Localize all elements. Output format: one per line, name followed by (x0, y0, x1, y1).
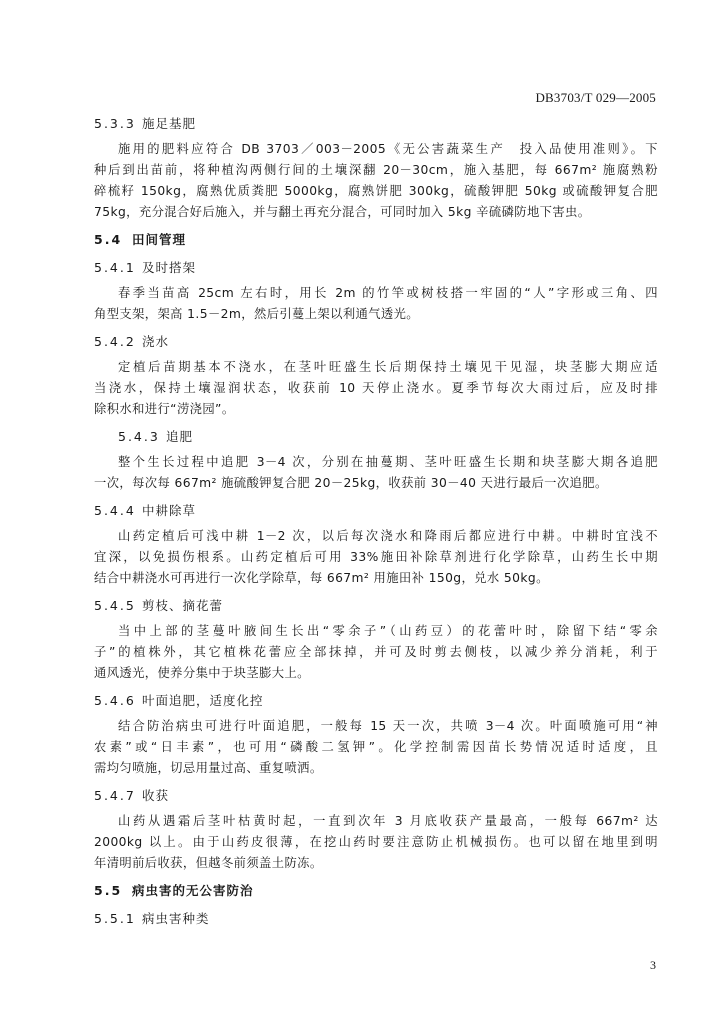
paragraph-line: 除积水和进行“涝浇园”。 (94, 402, 235, 416)
paragraph-line: 当中上部的茎蔓叶腋间生长出“零余子”（山药豆）的花蕾叶时，除留下结“零余 (118, 624, 658, 638)
paragraph-line: 一次，每次每 667m² 施硫酸钾复合肥 20－25kg，收获前 30－40 天进行最后一次追肥。 (94, 476, 608, 490)
paragraph-line: 2000kg 以上。由于山药皮很薄，在挖山药时要注意防止机械损伤。也可以留在地里到明 (94, 835, 658, 849)
page-number: 3 (650, 958, 656, 972)
section-heading (94, 877, 658, 905)
heading-number: 5.4.7 (94, 788, 136, 803)
paragraph-line: 通风透光，使养分集中于块茎膨大上。 (94, 666, 310, 680)
paragraph-line: 山药从遇霜后茎叶枯黄时起，一直到次年 3 月底收获产量最高，一般每 667m² 达 (118, 814, 658, 828)
heading-number: 5.5 (94, 883, 123, 898)
subsection-heading (94, 110, 658, 138)
paragraph-line: 农素”或“日丰素”，也可用“磷酸二氢钾”。化学控制需因苗长势情况适时适度，且 (94, 740, 658, 754)
heading-number: 5.5.1 (94, 911, 136, 926)
paragraph (94, 811, 658, 874)
heading-number: 5.4.1 (94, 260, 136, 275)
heading-title: 追肥 (166, 429, 194, 444)
paragraph-line: 年清明前后收获，但越冬前须盖土防冻。 (94, 856, 323, 870)
heading-number: 5.4.6 (94, 693, 136, 708)
heading-title: 病虫害种类 (142, 911, 210, 926)
subsection-heading (94, 782, 658, 810)
heading-title: 病虫害的无公害防治 (132, 883, 254, 898)
heading-number: 5.4.2 (94, 334, 136, 349)
paragraph (94, 716, 658, 779)
paragraph-line: 75kg，充分混合好后施入，并与翻土再充分混合，可同时加入 5kg 辛硫磷防地下害虫。 (94, 205, 591, 219)
paragraph-line: 碎梳籽 150kg，腐熟优质粪肥 5000kg，腐熟饼肥 300kg，硫酸钾肥 50kg 或硫酸钾复合肥 (94, 184, 658, 198)
paragraph-line: 角型支架，架高 1.5－2m，然后引蔓上架以利通气透光。 (94, 307, 419, 321)
heading-number: 5.4.4 (94, 503, 136, 518)
heading-title: 田间管理 (132, 232, 187, 247)
paragraph (94, 526, 658, 589)
heading-number: 5.4.3 (118, 429, 160, 444)
paragraph-line: 结合中耕浇水可再进行一次化学除草，每 667m² 用施田补 150g，兑水 50kg。 (94, 571, 549, 585)
subsection-heading (94, 423, 658, 451)
paragraph-line: 山药定植后可浅中耕 1－2 次，以后每次浇水和降雨后都应进行中耕。中耕时宜浅不 (118, 529, 658, 543)
subsection-heading (94, 497, 658, 525)
heading-number: 5.4.5 (94, 598, 136, 613)
subsection-heading (94, 905, 658, 933)
heading-title: 施足基肥 (142, 116, 197, 131)
paragraph-line: 种后到出苗前，将种植沟两侧行间的土壤深翻 20－30cm，施入基肥，每 667m² 施腐熟粉 (94, 163, 658, 177)
paragraph-line: 需均匀喷施，切忌用量过高、重复喷洒。 (94, 761, 323, 775)
heading-title: 及时搭架 (142, 260, 197, 275)
heading-number: 5.4 (94, 232, 123, 247)
subsection-heading (94, 592, 658, 620)
subsection-heading (94, 687, 658, 715)
heading-number: 5.3.3 (94, 116, 136, 131)
heading-title: 浇水 (142, 334, 170, 349)
paragraph-line: 定植后苗期基本不浇水，在茎叶旺盛生长后期保持土壤见干见湿，块茎膨大期应适 (118, 360, 658, 374)
paragraph (94, 139, 658, 223)
subsection-heading (94, 328, 658, 356)
subsection-heading (94, 254, 658, 282)
heading-title: 中耕除草 (142, 503, 197, 518)
section-heading (94, 226, 658, 254)
heading-title: 剪枝、摘花蕾 (142, 598, 224, 613)
paragraph-line: 春季当苗高 25cm 左右时，用长 2m 的竹竿或树枝搭一牢固的“人”字形或三角、四 (118, 286, 658, 300)
paragraph-line: 结合防治病虫可进行叶面追肥，一般每 15 天一次，共喷 3－4 次。叶面喷施可用“神 (118, 719, 658, 733)
paragraph (94, 357, 658, 420)
paragraph-line: 子”的植株外，其它植株花蕾应全部抹掉，并可及时剪去侧枝，以减少养分消耗，利于 (94, 645, 658, 659)
paragraph-line: 当浇水，保持土壤湿润状态，收获前 10 天停止浇水。夏季节每次大雨过后，应及时排 (94, 381, 658, 395)
document-body (94, 110, 658, 933)
paragraph-line: 施用的肥料应符合 DB 3703／003－2005《无公害蔬菜生产 投入品使用准则》。下 (118, 142, 658, 156)
paragraph (94, 283, 658, 325)
paragraph (94, 452, 658, 494)
document-code: DB3703/T 029—2005 (535, 90, 656, 105)
paragraph (94, 621, 658, 684)
heading-title: 收获 (142, 788, 170, 803)
paragraph-line: 整个生长过程中追肥 3－4 次，分别在抽蔓期、茎叶旺盛生长期和块茎膨大期各追肥 (118, 455, 658, 469)
heading-title: 叶面追肥，适度化控 (142, 693, 264, 708)
paragraph-line: 宜深，以免损伤根系。山药定植后可用 33%施田补除草剂进行化学除草，山药生长中期 (94, 550, 658, 564)
